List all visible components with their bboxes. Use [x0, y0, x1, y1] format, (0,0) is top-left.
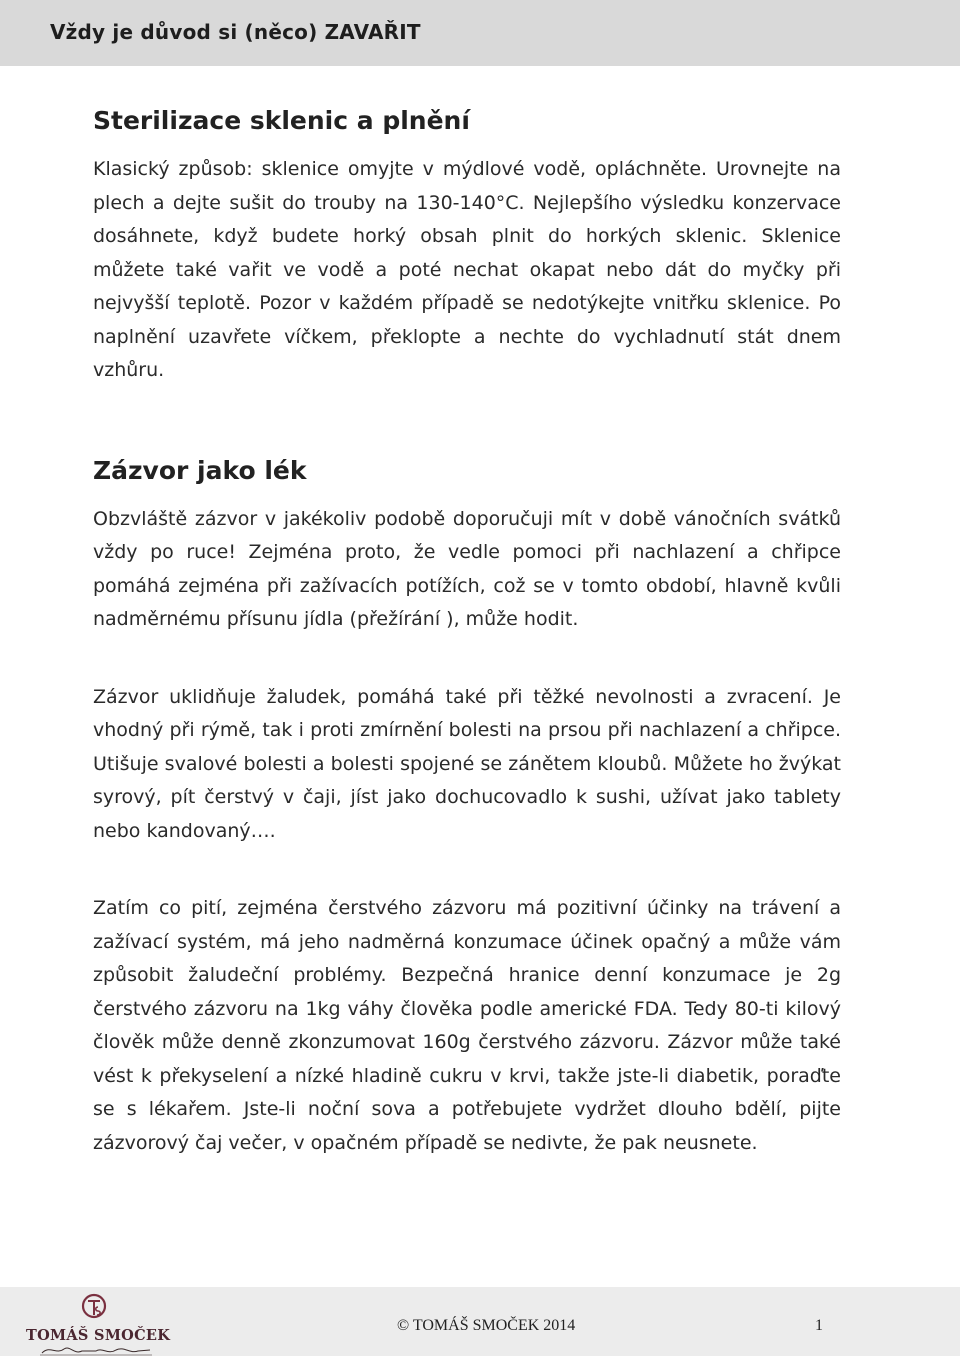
copyright-notice: © TOMÁŠ SMOČEK 2014 — [397, 1317, 576, 1334]
ts-monogram-icon — [81, 1293, 107, 1323]
paragraph-ginger-2: Zázvor uklidňuje žaludek, pomáhá také při těžké nevolnosti a zvracení. Je vhodný při rýmě, tak i proti zmírnění bolesti na prsou při nachlazení a chřipce. Utišuje svalové bolesti a bolesti spojené se zánětem kloubů. Můžete ho žvýkat syrový, pít čerstvý v čaji, jíst jako dochucovadlo k sushi, užívat jako tablety nebo kandovaný…. — [93, 685, 841, 842]
signature-icon — [38, 1343, 154, 1357]
page-number: 1 — [815, 1317, 823, 1334]
author-logo — [26, 1293, 171, 1353]
section-title-ginger: Zázvor jako lék — [93, 455, 307, 485]
page-header — [0, 0, 960, 66]
page-footer — [0, 1287, 960, 1356]
document-body — [93, 102, 841, 1160]
paragraph-sterilization: Klasický způsob: sklenice omyjte v mýdlové vodě, opláchněte. Urovnejte na plech a dejte sušit do trouby na 130-140°C. Nejlepšího výsledku konzervace dosáhnete, když budete horký obsah plnit do horkých sklenic. Sklenice můžete také vařit ve vodě a poté nechat okapat nebo dát do myčky při nejvyšší teplotě. Pozor v každém případě se nedotýkejte vnitřku sklenice. Po naplnění uzavřete víčkem, překlopte a nechte do vychladnutí stát dnem vzhůru. — [93, 158, 841, 381]
paragraph-ginger-1: Obzvláště zázvor v jakékoliv podobě doporučuji mít v době vánočních svátků vždy po ruce! Zejména proto, že vedle pomoci při nachlazení a chřipce pomáhá zejména při zažívacích potížích, což se v tomto období, hlavně kvůli nadměrnému přísunu jídla (přežírání ), může hodit. — [93, 507, 841, 630]
paragraph-ginger-3: Zatím co pití, zejména čerstvého zázvoru má pozitivní účinky na trávení a zažívací systém, má jeho nadměrná konzumace účinek opačný a může vám způsobit žaludeční problémy. Bezpečná hranice denní konzumace je 2g čerstvého zázvoru na 1kg váhy člověka podle americké FDA. Tedy 80-ti kilový člověk může denně zkonzumovat 160g čerstvého zázvoru. Zázvor může také vést k překyselení a nízké hladině cukru v krvi, takže jste-li diabetik, poraďte se s lékařem. Jste-li noční sova a potřebujete vydržet dlouho bdělí, pijte zázvorový čaj večer, v opačném případě se nedivte, že pak neusnete. — [93, 897, 841, 1154]
section-title-sterilization: Sterilizace sklenic a plnění — [93, 106, 470, 135]
logo-name: TOMÁŠ SMOČEK — [26, 1327, 171, 1344]
header-title: Vždy je důvod si (něco) ZAVAŘIT — [50, 20, 421, 44]
